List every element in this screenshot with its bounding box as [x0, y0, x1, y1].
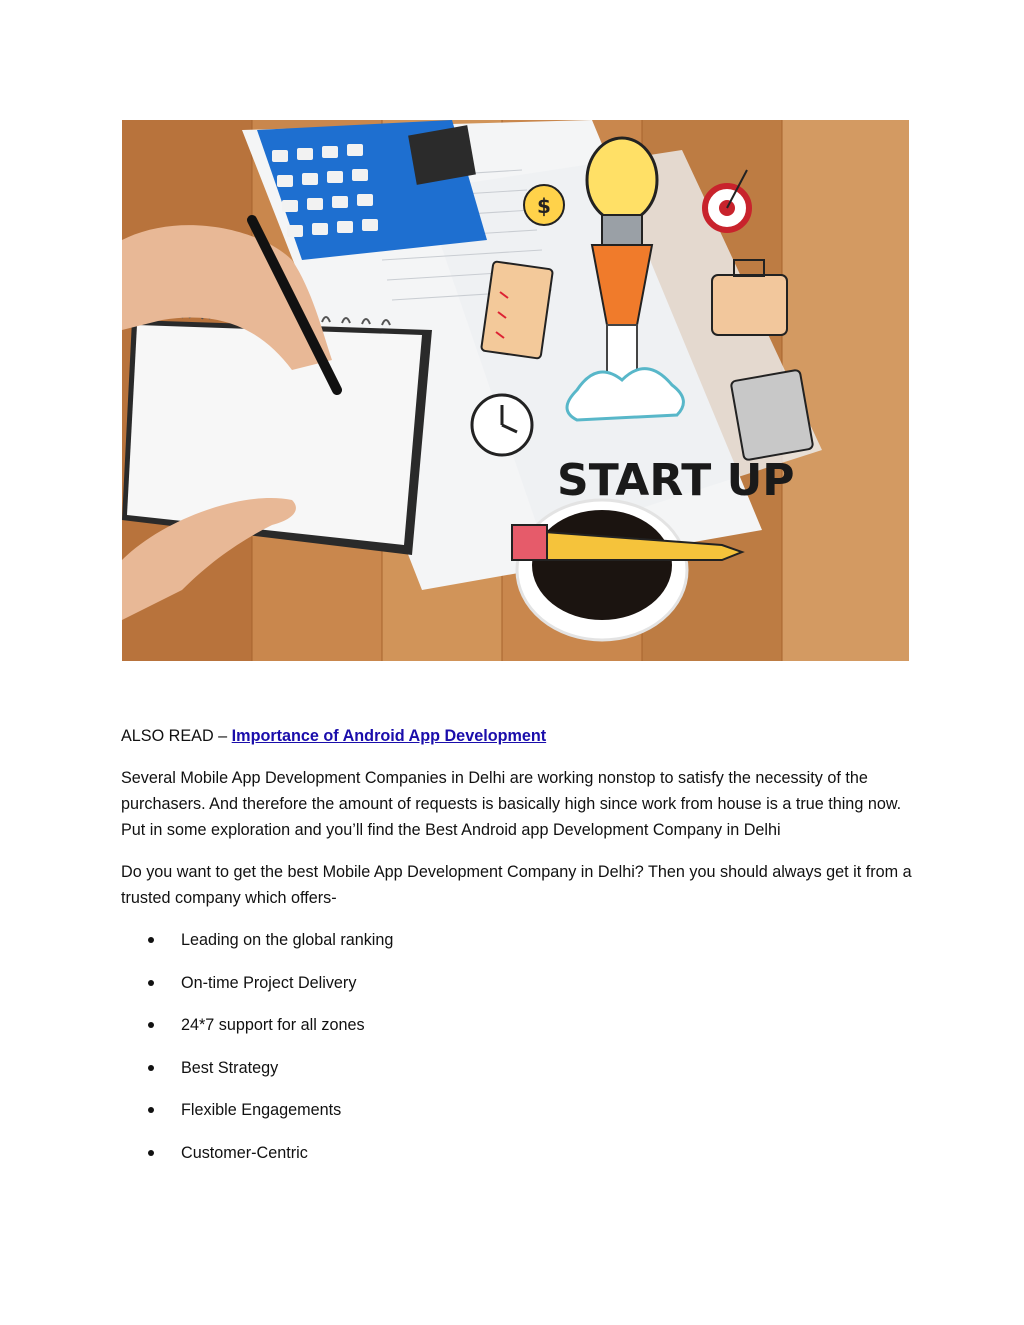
list-item-text: Best Strategy [181, 1058, 279, 1077]
paragraph-intro: Several Mobile App Development Companies in Delhi are working nonstop to satisfy the necessity of the purchasers. And therefore the amount of requests is basically high since work from house is a true thing now. Put in some exploration and you’ll find the Best Android app Development Company in Delhi [121, 769, 902, 839]
bullet-icon [148, 937, 154, 943]
bullet-icon [148, 1107, 154, 1113]
start-up-text: START UP [557, 455, 795, 506]
list-item [121, 970, 921, 996]
paragraph-offer: Do you want to get the best Mobile App Development Company in Delhi? Then you should always get it from a trusted company which offers- [121, 863, 912, 907]
list-item [121, 1055, 921, 1081]
feature-list [121, 927, 921, 1166]
hero-image [122, 120, 909, 661]
article-body [121, 723, 921, 1183]
bullet-icon [148, 980, 154, 986]
bullet-icon [148, 1065, 154, 1071]
list-item [121, 1097, 921, 1123]
list-item [121, 1140, 921, 1166]
list-item-text: Flexible Engagements [181, 1101, 342, 1120]
list-item-text: Leading on the global ranking [181, 931, 394, 949]
also-read-line [121, 723, 921, 749]
also-read-link[interactable]: Importance of Android App Development [231, 727, 547, 745]
bullet-icon [148, 1022, 154, 1028]
list-item-text: Customer-Centric [181, 1143, 308, 1162]
list-item [121, 1012, 921, 1038]
list-item-text: On-time Project Delivery [181, 973, 357, 992]
svg-text:$: $ [537, 194, 551, 218]
list-item [121, 927, 921, 953]
also-read-prefix: ALSO READ – [121, 727, 228, 745]
bullet-icon [148, 1150, 154, 1156]
list-item-text: 24*7 support for all zones [181, 1016, 365, 1035]
